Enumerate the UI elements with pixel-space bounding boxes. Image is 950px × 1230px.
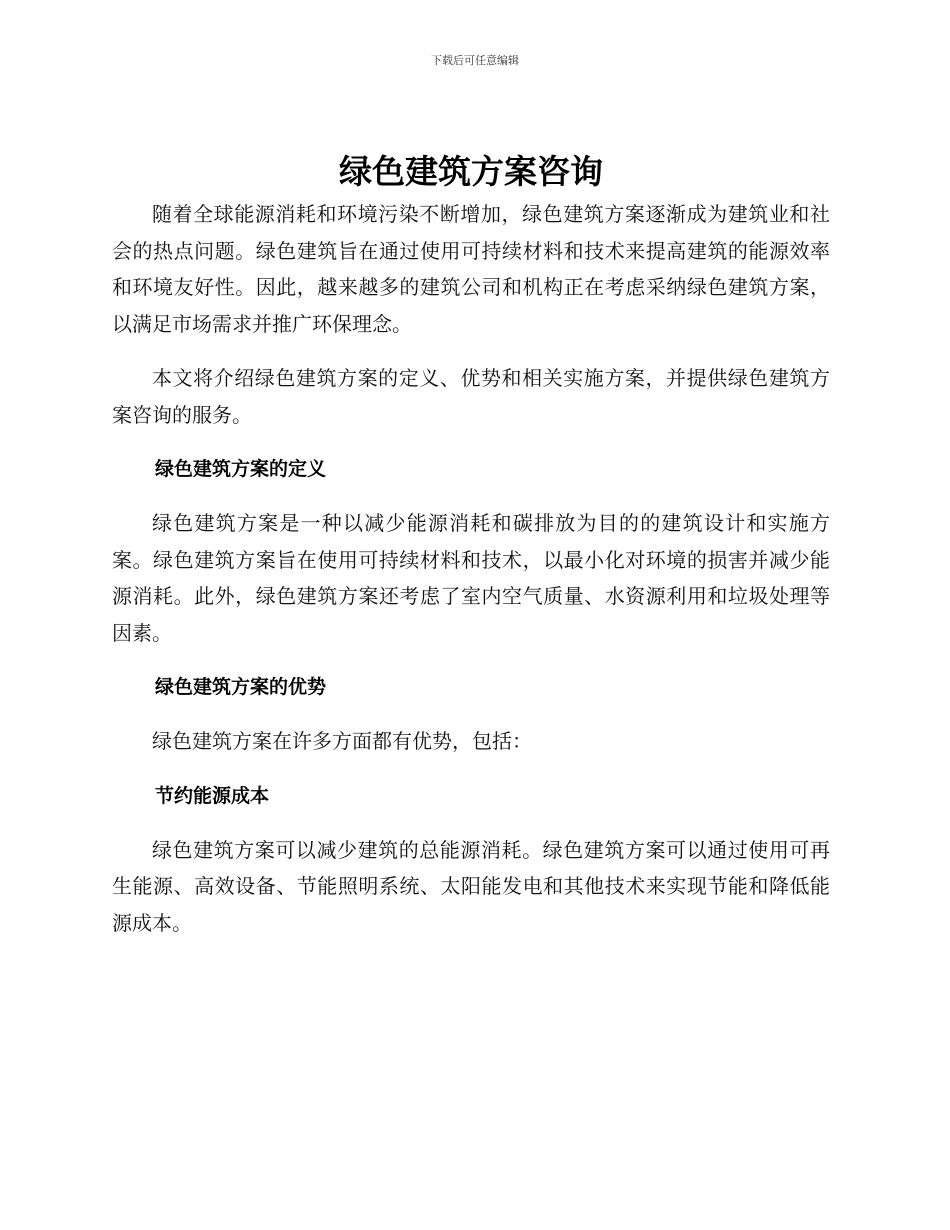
paragraph-advantages-intro: 绿色建筑方案在许多方面都有优势，包括： <box>152 729 532 753</box>
paragraph-energy-cost: 绿色建筑方案可以减少建筑的总能源消耗。绿色建筑方案可以通过使用可再生能源、高效设备、节能照明系统、太阳能发电和其他技术来实现节能和降低能源成本。 <box>112 837 830 935</box>
document-title: 绿色建筑方案咨询 <box>339 152 603 191</box>
document-content <box>112 148 830 941</box>
paragraph-gap <box>112 760 830 778</box>
paragraph-purpose: 本文将介绍绿色建筑方案的定义、优势和相关实施方案，并提供绿色建筑方案咨询的服务。 <box>112 366 830 427</box>
heading-definition: 绿色建筑方案的定义 <box>155 458 327 480</box>
paragraph-gap <box>112 433 830 451</box>
paragraph-gap <box>112 705 830 723</box>
paragraph-definition: 绿色建筑方案是一种以减少能源消耗和碳排放为目的的建筑设计和实施方案。绿色建筑方案旨在使用可持续材料和技术，以最小化对环境的损害并减少能源消耗。此外，绿色建筑方案还考虑了室内空气质量、水资源利用和垃圾处理等因素。 <box>112 511 830 645</box>
paragraph-gap <box>112 814 830 832</box>
heading-energy-cost: 节约能源成本 <box>155 784 270 807</box>
paragraph-intro: 随着全球能源消耗和环境污染不断增加，绿色建筑方案逐渐成为建筑业和社会的热点问题。绿色建筑旨在通过使用可持续材料和技术来提高建筑的能源效率和环境友好性。因此，越来越多的建筑公司和机构正在考虑采纳绿色建筑方案，以满足市场需求并推广环保理念。 <box>112 202 830 336</box>
header-note: 下载后可任意编辑 <box>431 54 519 67</box>
paragraph-gap <box>112 342 830 360</box>
heading-advantages: 绿色建筑方案的优势 <box>155 676 327 698</box>
paragraph-gap <box>112 651 830 669</box>
paragraph-gap <box>112 487 830 505</box>
